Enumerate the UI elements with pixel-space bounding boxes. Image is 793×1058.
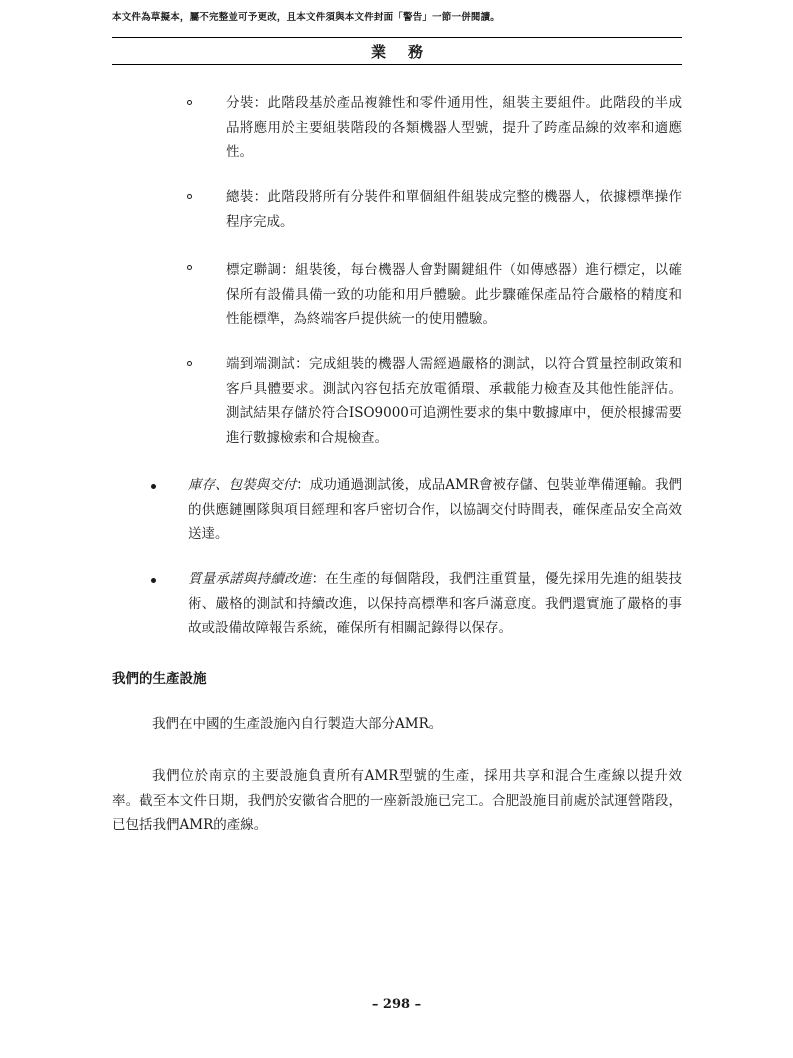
sub-item-text: 標定聯調：組裝後，每台機器人會對關鍵組件（如傳感器）進行標定，以確保所有設備具備一致的功能和用戶體驗。此步驟確保產品符合嚴格的精度和性能標準，為終端客戶提供統一的使用體驗。 [226,262,682,327]
header-rule-top [112,37,682,38]
circle-bullet-icon [187,361,195,369]
bullet-text [188,567,682,641]
bullet-dot-icon [151,578,156,583]
page-number: – 298 – [371,997,422,1012]
bullet-dot-icon [151,484,156,489]
body-paragraph: 我們位於南京的主要設施負責所有AMR型號的生產，採用共享和混合生產線以提升效率。截至本文件日期，我們於安徽省合肥的一座新設施已完工。合肥設施目前處於試運營階段，已包括我們AMR的產線。 [112,768,682,833]
bullet-text [188,473,682,547]
bullet-title: 庫存、包裝與交付 [188,477,297,493]
sub-item-text: 總裝：此階段將所有分裝件和單個組件組裝成完整的機器人，依據標準操作程序完成。 [226,189,682,230]
body-paragraph: 我們在中國的生產設施內自行製造大部分AMR。 [152,716,443,732]
bullet-body: ：在生產的每個階段，我們注重質量，優先採用先進的組裝技術、嚴格的測試和持續改進，以保持高標準和客戶滿意度。我們還實施了嚴格的事故或設備故障報告系統，確保所有相關記錄得以保存。 [188,571,683,636]
circle-bullet-icon [187,265,195,273]
circle-bullet-icon [187,100,195,108]
header-rule-bottom [112,64,682,65]
section-title: 業務 [370,43,445,61]
section-heading: 我們的生產設施 [112,671,207,687]
draft-disclaimer: 本文件為草擬本，屬不完整並可予更改，且本文件須與本文件封面「警告」一節一併閱讀。 [112,12,501,23]
circle-bullet-icon [187,194,195,202]
sub-item-text: 分裝：此階段基於產品複雜性和零件通用性，組裝主要組件。此階段的半成品將應用於主要組裝階段的各類機器人型號，提升了跨產品線的效率和適應性。 [226,95,682,160]
sub-item-text: 端到端測試：完成組裝的機器人需經過嚴格的測試，以符合質量控制政策和客戶具體要求。測試內容包括充放電循環、承載能力檢查及其他性能評估。測試結果存儲於符合ISO9000可追溯性要求的集中數據庫中，便於根據需要進行數據檢索和合規檢查。 [226,356,682,446]
bullet-body: ：成功通過測試後，成品AMR會被存儲、包裝並準備運輸。我們的供應鏈團隊與項目經理和客戶密切合作，以協調交付時間表，確保產品安全高效送達。 [188,477,682,542]
bullet-title: 質量承諾與持續改進 [188,571,312,587]
